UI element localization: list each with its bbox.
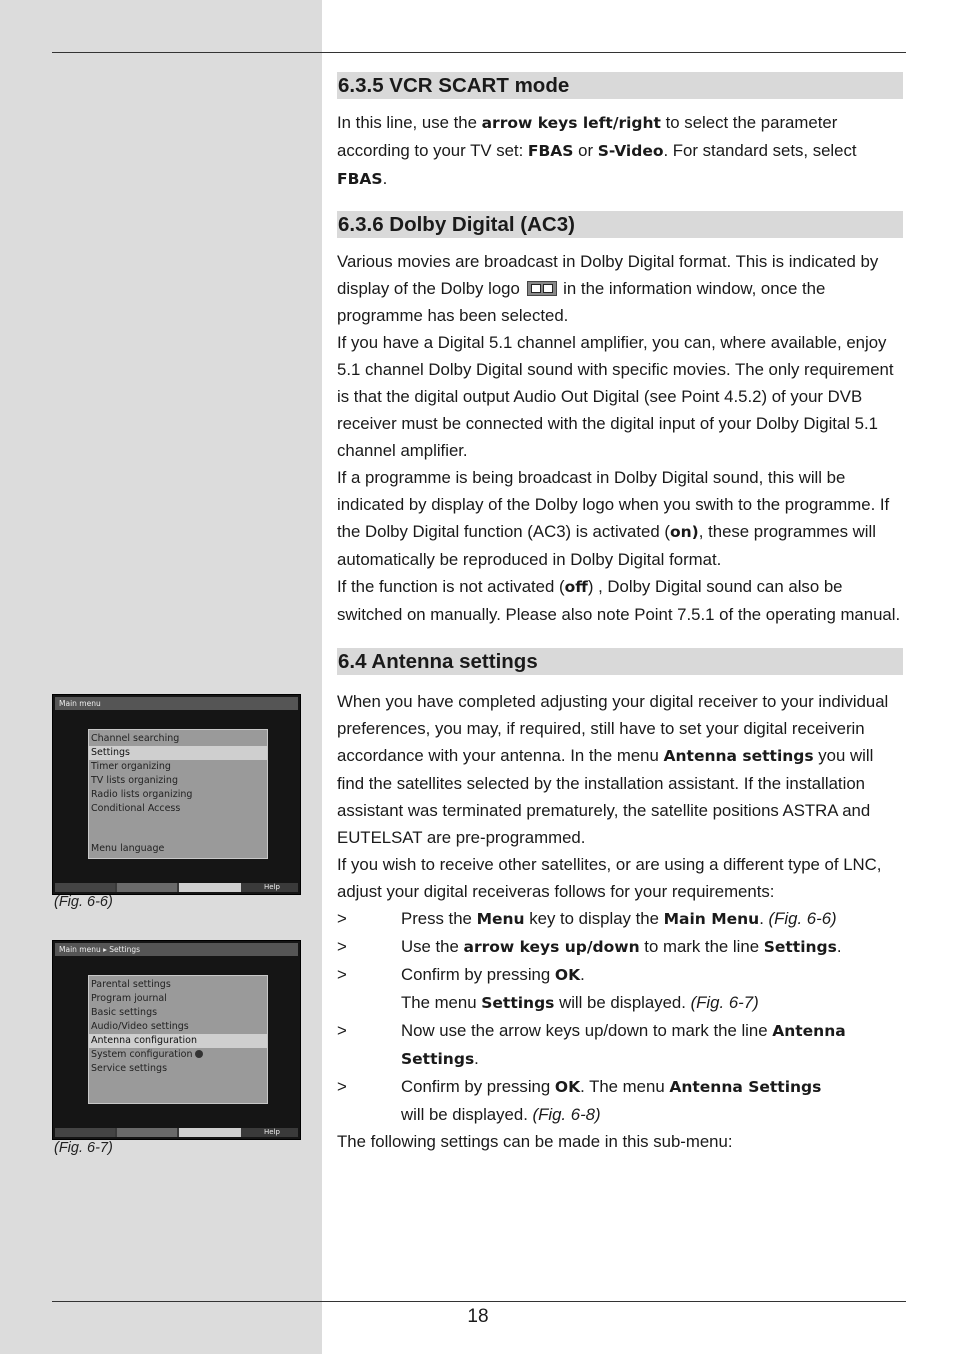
bullet: > — [337, 965, 347, 984]
footer-segment — [179, 1128, 241, 1137]
menu-item-selected: Antenna configuration — [89, 1034, 267, 1048]
dolby-paragraph-2: If you have a Digital 5.1 channel amplifier, you can, where available, enjoy 5.1 channel Dolby Digital sound with specific movies. The only requirement is that the digital output Audio Out Digital (see Point 4.5.2) of your DVB receiver must be connected with the digital input of your Dolby Digital 5.1 channel amplifier. — [337, 333, 894, 460]
footer-segment — [55, 883, 115, 892]
text: . For standard sets, select — [663, 141, 857, 160]
text: key to display the — [524, 909, 664, 928]
figure-reference: (Fig. 6-6) — [768, 909, 837, 928]
menu-item: Audio/Video settings — [91, 1021, 189, 1032]
menu-item: Parental settings — [91, 979, 171, 990]
sidebar-background — [0, 0, 322, 1354]
text: . The menu — [580, 1077, 670, 1096]
text: Use the — [401, 937, 464, 956]
screen-footer-bar — [55, 1128, 298, 1137]
dolby-logo-icon — [527, 281, 557, 296]
text: . — [580, 965, 585, 984]
main-menu-screenshot — [52, 694, 301, 895]
key-term: FBAS — [337, 170, 383, 188]
vcr-paragraph — [337, 109, 903, 193]
step-text — [401, 905, 903, 933]
heading-dolby-digital: 6.3.6 Dolby Digital (AC3) — [337, 211, 903, 238]
bullet: > — [337, 1021, 347, 1040]
step-text — [401, 1017, 903, 1073]
step-1 — [337, 905, 903, 933]
step-text — [401, 933, 903, 961]
text: you will find the satellites selected by the installation assistant. If the installation assistant was terminated prematurely, the satellite positions ASTRA and EUTELSAT are pre-programmed. — [337, 746, 874, 847]
screen-footer-bar — [55, 883, 298, 892]
help-label: Help — [264, 883, 280, 891]
menu-panel — [88, 975, 268, 1104]
menu-item-language: Menu language — [91, 843, 165, 854]
menu-item: Conditional Access — [91, 803, 181, 814]
menu-item: Timer organizing — [91, 761, 171, 772]
text: to mark the line — [639, 937, 764, 956]
text: Confirm by pressing — [401, 965, 555, 984]
figure-caption-6-7: (Fig. 6-7) — [54, 1140, 113, 1156]
text: . — [836, 937, 842, 956]
text: . — [759, 909, 769, 928]
key-term: off — [564, 578, 588, 596]
key-term: arrow keys up/down — [463, 938, 640, 956]
key-term: Antenna settings — [663, 747, 814, 765]
text: Press the — [401, 909, 477, 928]
footer-segment — [117, 883, 177, 892]
menu-item: Basic settings — [91, 1007, 158, 1018]
key-term: Settings — [481, 994, 555, 1012]
bottom-rule — [52, 1301, 906, 1302]
key-term: on) — [669, 523, 699, 541]
menu-item-label: System configuration — [91, 1049, 193, 1060]
menu-item: Program journal — [91, 993, 167, 1004]
heading-vcr-scart-mode: 6.3.5 VCR SCART mode — [337, 72, 903, 99]
menu-item: TV lists organizing — [91, 775, 178, 786]
figure-reference: (Fig. 6-8) — [532, 1105, 601, 1124]
menu-item: Channel searching — [91, 733, 180, 744]
text: . — [382, 169, 388, 188]
step-2 — [337, 933, 903, 961]
step-5 — [337, 1073, 903, 1101]
key-term: OK — [554, 966, 581, 984]
footer-segment — [117, 1128, 177, 1137]
bullet: > — [337, 1077, 347, 1096]
step-4 — [337, 1017, 903, 1073]
dolby-paragraph-4 — [337, 573, 903, 628]
info-icon — [195, 1050, 203, 1058]
dolby-paragraph-3 — [337, 464, 903, 573]
main-content — [337, 72, 903, 1155]
text: will be displayed. — [554, 993, 691, 1012]
menu-item-system — [89, 1048, 267, 1062]
text: Various movies are broadcast in Dolby Digital format. This is indicated by display of the Dolby logo — [337, 252, 879, 298]
key-term: Main Menu — [663, 910, 760, 928]
screen-title: Main menu — [55, 697, 298, 710]
help-label: Help — [264, 1128, 280, 1136]
step-3-note — [337, 989, 903, 1017]
text: , these programmes will automatically be reproduced in Dolby Digital format. — [337, 522, 876, 569]
text: If the function is not activated ( — [337, 577, 565, 596]
menu-item: Radio lists organizing — [91, 789, 193, 800]
key-term: FBAS — [527, 142, 574, 160]
menu-item-selected: Settings — [89, 746, 267, 760]
bullet: > — [337, 909, 347, 928]
heading-antenna-settings: 6.4 Antenna settings — [337, 648, 903, 675]
dolby-paragraph-1 — [337, 248, 903, 329]
footer-segment — [55, 1128, 115, 1137]
text: . — [474, 1049, 479, 1068]
key-term: Antenna Settings — [401, 1022, 846, 1068]
text: In this line, use the — [337, 113, 482, 132]
step-text — [401, 961, 903, 989]
key-term: Menu — [476, 910, 525, 928]
text: Confirm by pressing — [401, 1077, 555, 1096]
key-term: S-Video — [597, 142, 664, 160]
bullet: > — [337, 937, 347, 956]
text: If a programme is being broadcast in Dolby Digital sound, this will be indicated by display of the Dolby logo when you swith to the programme. If the Dolby Digital function (AC3) is activated ( — [337, 468, 890, 541]
text: will be displayed. — [401, 1105, 533, 1124]
page-number: 18 — [467, 1306, 489, 1327]
settings-menu-screenshot — [52, 940, 301, 1140]
key-term: arrow keys left/right — [481, 114, 661, 132]
text: When you have completed adjusting your digital receiver to your individual preferences, you may, if required, still have to set your digital receiverin accordance with your antenna. In the menu — [337, 692, 889, 765]
text: to select the parameter according to your TV set: — [337, 113, 838, 160]
text: ) , Dolby Digital sound can also be switched on manually. Please also note Point 7.5.1 of the operating manual. — [337, 577, 901, 624]
text: or — [573, 141, 598, 160]
footer-segment — [179, 883, 241, 892]
step-3 — [337, 961, 903, 989]
antenna-closing: The following settings can be made in this sub-menu: — [337, 1132, 733, 1151]
text: in the information window, once the programme has been selected. — [337, 279, 826, 325]
figure-caption-6-6: (Fig. 6-6) — [54, 894, 113, 910]
screen-title: Main menu ▸ Settings — [55, 943, 298, 956]
step-5-note — [337, 1101, 903, 1128]
figure-reference: (Fig. 6-7) — [690, 993, 759, 1012]
text: The menu — [401, 993, 482, 1012]
menu-panel — [88, 729, 268, 859]
key-term: Antenna Settings — [669, 1078, 822, 1096]
key-term: Settings — [763, 938, 837, 956]
key-term: OK — [554, 1078, 581, 1096]
menu-item: Service settings — [91, 1063, 168, 1074]
antenna-paragraph-2: If you wish to receive other satellites, or are using a different type of LNC, adjust your digital receiveras follows for your requirements: — [337, 855, 882, 901]
text: Now use the arrow keys up/down to mark the line — [401, 1021, 773, 1040]
top-rule — [52, 52, 906, 53]
step-text — [401, 1073, 903, 1101]
antenna-paragraph-1 — [337, 688, 903, 851]
